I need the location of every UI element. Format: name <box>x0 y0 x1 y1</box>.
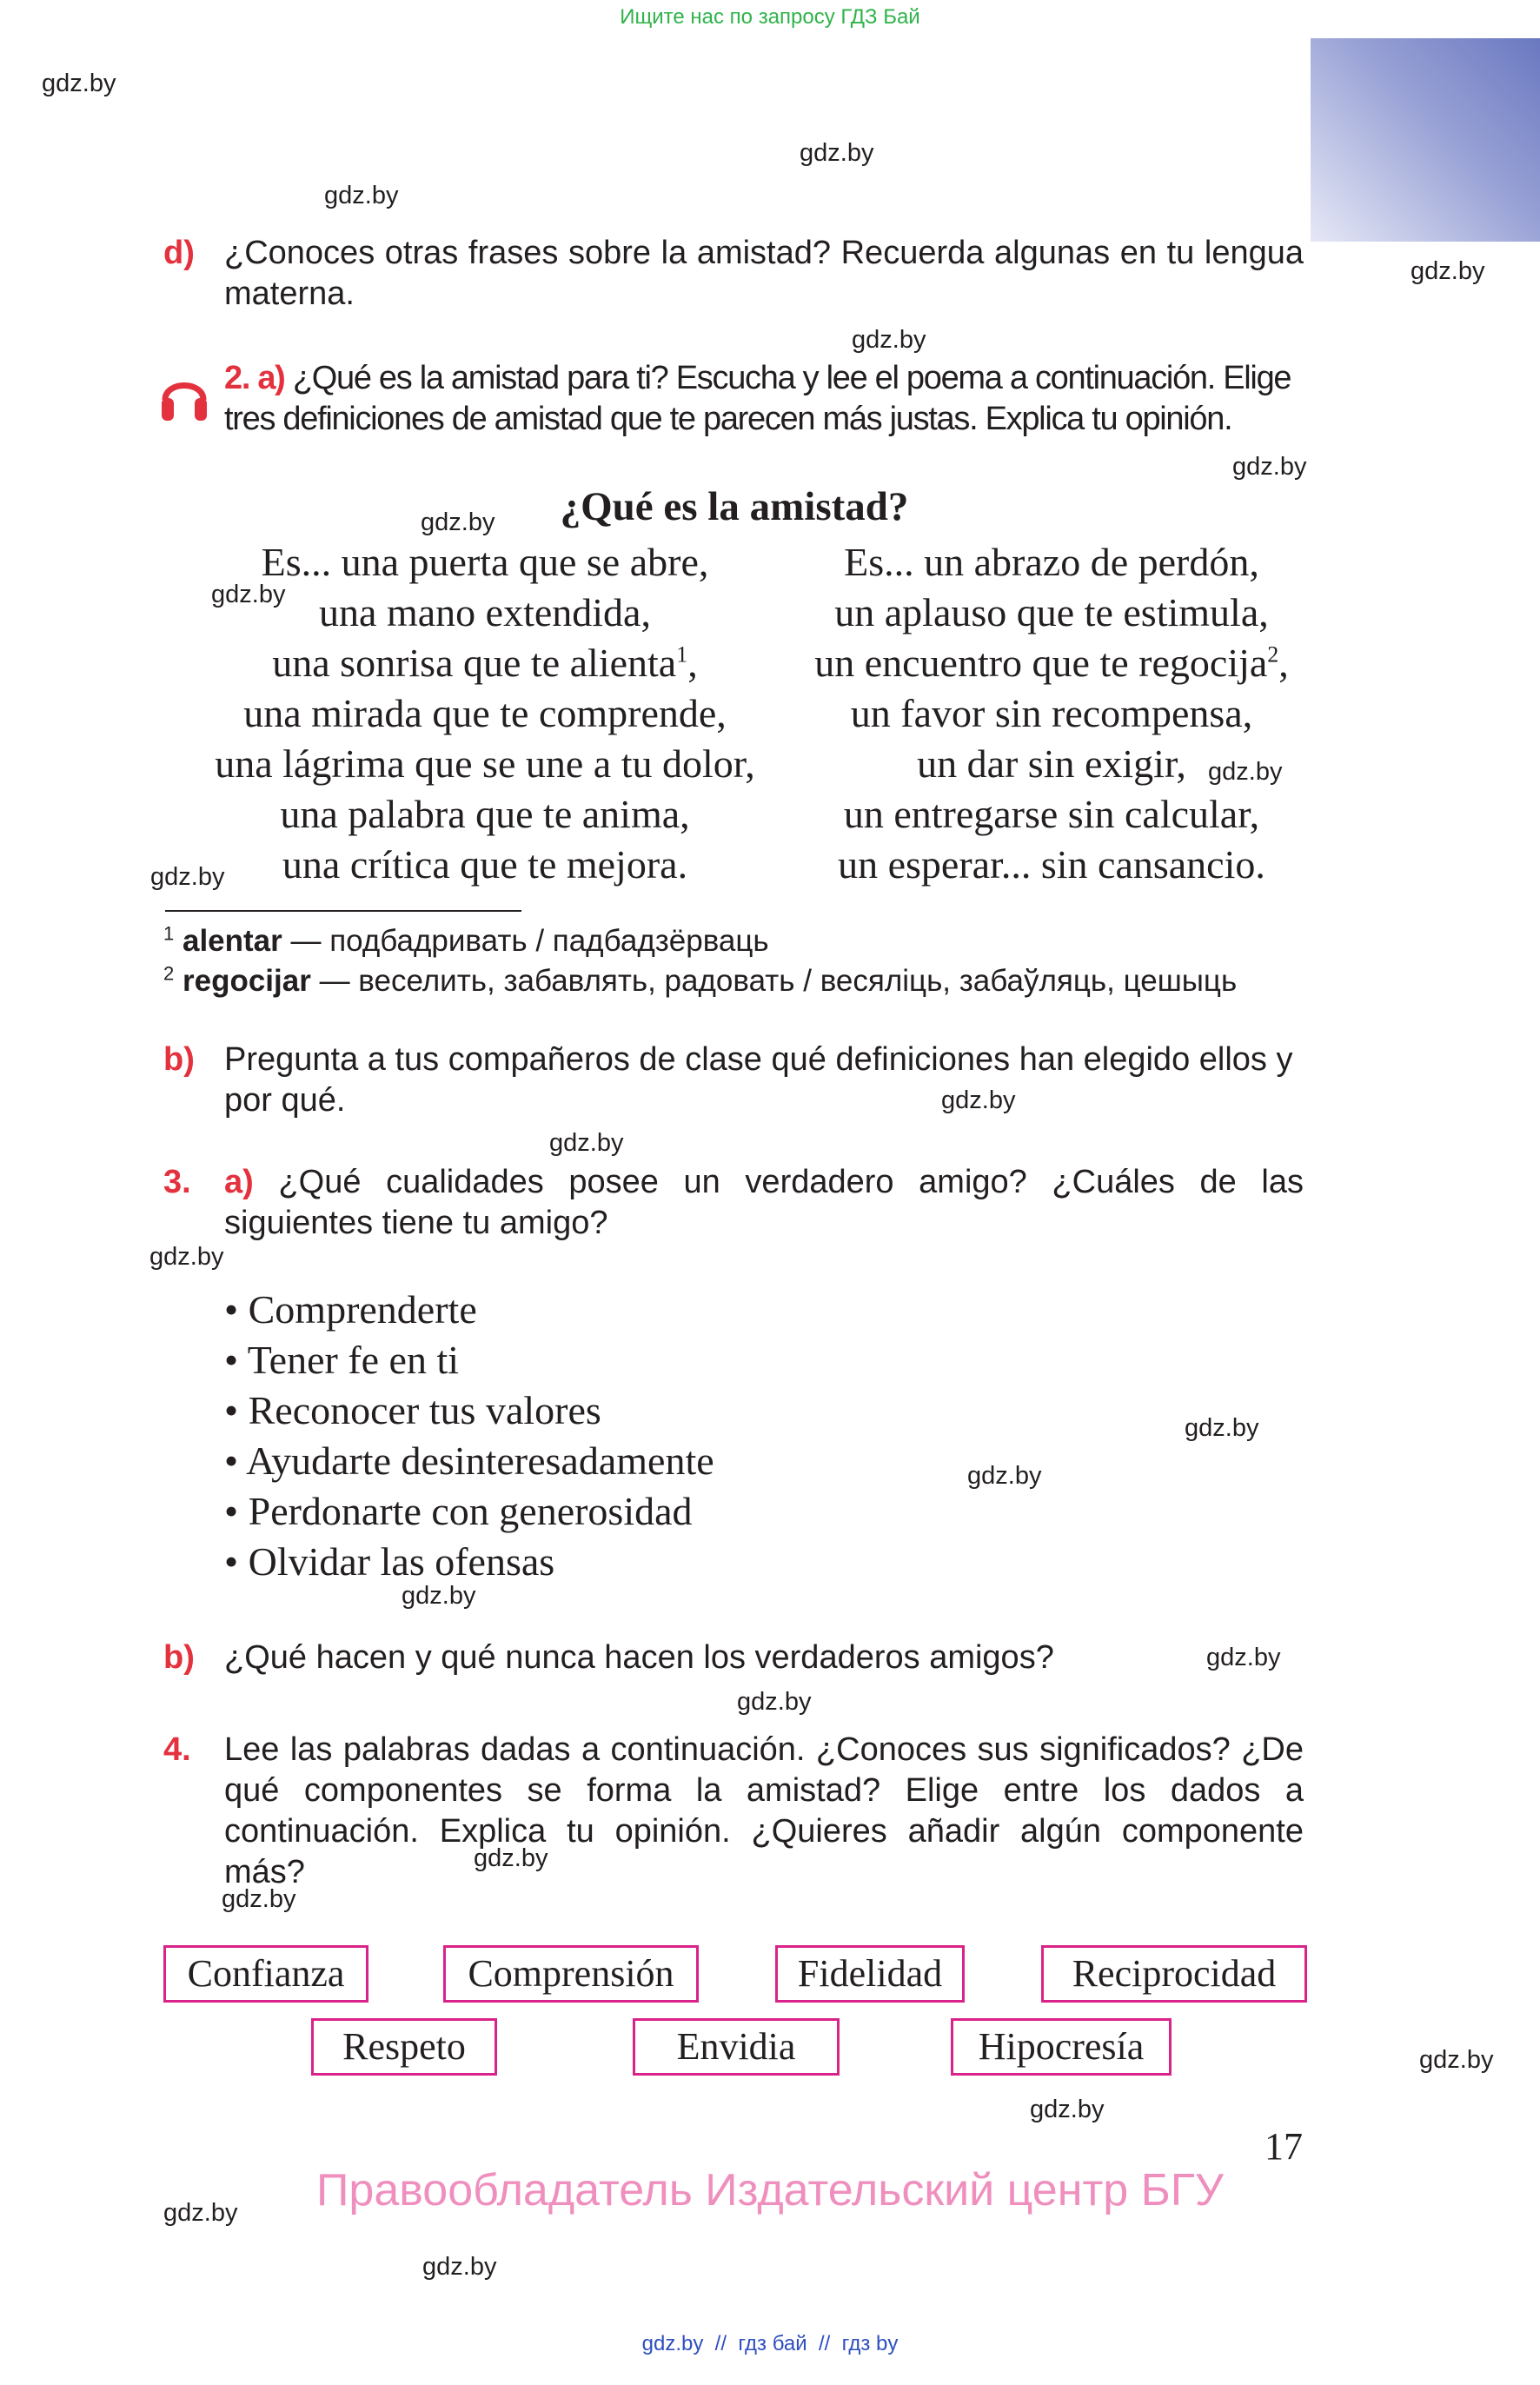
watermark: gdz.by <box>941 1086 1016 1114</box>
footnote: $^2$ regocijar — веселить, забавлять, радовать / весяліць, забаўляць, цешыць <box>163 962 1238 998</box>
word-box: Reciprocidad <box>1041 1945 1307 2003</box>
watermark: gdz.by <box>549 1129 624 1157</box>
footer-links[interactable]: gdz.by // гдз бай // гдз by <box>641 2332 899 2355</box>
poem-line: una palabra que te anima, <box>280 792 690 836</box>
exercise-label: 2. a) <box>224 360 285 396</box>
poem-line: Es... una puerta que se abre, <box>261 540 709 584</box>
poem-line: una mirada que te comprende, <box>243 691 727 735</box>
poem-line: un esperar... sin cansancio. <box>838 842 1265 887</box>
watermark: gdz.by <box>1185 1414 1259 1442</box>
watermark: gdz.by <box>737 1688 812 1716</box>
exercise-label: b) <box>163 1639 195 1676</box>
watermark: gdz.by <box>211 581 286 608</box>
watermark: gdz.by <box>1411 257 1485 285</box>
list-item: • Ayudarte desinteresadamente <box>224 1438 714 1483</box>
poem-right-column <box>795 537 1308 890</box>
exercise-text: ¿Qué hacen y qué nunca hacen los verdaderos amigos? <box>224 1639 1054 1676</box>
poem-line: una sonrisa que te alienta$^1$, <box>272 641 698 685</box>
poem-title: ¿Qué es la amistad? <box>560 484 909 529</box>
watermark: gdz.by <box>1206 1644 1281 1671</box>
watermark: gdz.by <box>149 1243 224 1271</box>
exercise-text: Lee las palabras dadas a continuación. ¿Conoces sus significados? ¿De qué componentes se forma la amistad? Elige entre los dados a continuación. Explica tu opinión. ¿Quieres añadir algún componente más? <box>224 1731 1304 1890</box>
word-box: Fidelidad <box>775 1945 965 2003</box>
footnote-mark: 2 <box>1267 641 1279 668</box>
poem-line: una lágrima que se une a tu dolor, <box>215 741 755 786</box>
exercise-text: a) ¿Qué cualidades posee un verdadero amigo? ¿Cuáles de las siguientes tiene tu amigo? <box>224 1164 1304 1241</box>
watermark: gdz.by <box>222 1885 296 1913</box>
word-box: Hipocresía <box>951 2018 1172 2076</box>
qualities-list <box>224 1285 714 1587</box>
exercise-label: d) <box>163 235 195 271</box>
exercise-text: Pregunta a tus compañeros de clase qué definiciones han elegido ellos y por qué. <box>224 1041 1293 1119</box>
watermark: gdz.by <box>163 2199 238 2227</box>
corner-decoration <box>1311 38 1540 242</box>
watermark: gdz.by <box>967 1462 1042 1490</box>
poem-left-column <box>189 537 780 890</box>
watermark: gdz.by <box>1232 453 1307 481</box>
watermark: gdz.by <box>1419 2046 1494 2074</box>
list-item: • Perdonarte con generosidad <box>224 1489 693 1533</box>
poem-line: un aplauso que te estimula, <box>834 590 1269 634</box>
watermark: gdz.by <box>422 2253 497 2281</box>
watermark: gdz.by <box>150 863 225 891</box>
list-item: • Tener fe en ti <box>224 1338 460 1382</box>
word-box: Envidia <box>633 2018 840 2076</box>
watermark: gdz.by <box>42 70 116 97</box>
watermark: gdz.by <box>402 1582 476 1610</box>
copyright-footer: Правообладатель Издательский центр БГУ <box>316 2165 1224 2216</box>
footnote-divider <box>165 910 521 912</box>
watermark: gdz.by <box>421 508 495 536</box>
footnote-mark: 1 <box>676 641 688 668</box>
list-item: • Reconocer tus valores <box>224 1388 601 1432</box>
poem-line: una crítica que te mejora. <box>282 842 688 887</box>
poem-line: Es... un abrazo de perdón, <box>844 540 1259 584</box>
poem-line: un favor sin recompensa, <box>850 691 1253 735</box>
word-box: Confianza <box>163 1945 368 2003</box>
poem-line: un entregarse sin calcular, <box>843 792 1260 836</box>
watermark: gdz.by <box>1208 758 1283 786</box>
list-item: • Comprenderte <box>224 1287 477 1332</box>
footnote: $^1$ alentar — подбадривать / падбадзёрваць <box>163 922 769 958</box>
poem-line: un dar sin exigir, <box>917 741 1186 786</box>
exercise-label: 3. <box>163 1164 191 1200</box>
poem-line: un encuentro que te regocija$^2$, <box>814 641 1289 685</box>
exercise-label: b) <box>163 1041 195 1078</box>
watermark: gdz.by <box>800 139 874 167</box>
watermark: gdz.by <box>474 1844 548 1872</box>
top-banner: Ищите нас по запросу ГДЗ Бай <box>620 5 920 29</box>
poem-line: una mano extendida, <box>319 590 651 634</box>
word-box: Comprensión <box>443 1945 699 2003</box>
headphones-icon <box>160 369 209 424</box>
exercise-text: ¿Qué es la amistad para ti? Escucha y lee el poema a continuación. Elige tres definiciones de amistad que te parecen más justas. Explica tu opinión. <box>224 360 1291 437</box>
list-item: • Olvidar las ofensas <box>224 1539 555 1584</box>
watermark: gdz.by <box>324 182 399 209</box>
watermark: gdz.by <box>1030 2096 1105 2123</box>
exercise-text: ¿Conoces otras frases sobre la amistad? Recuerda algunas en tu lengua materna. <box>224 235 1304 312</box>
page-number: 17 <box>1265 2125 1303 2168</box>
watermark: gdz.by <box>852 326 926 354</box>
word-box: Respeto <box>311 2018 497 2076</box>
exercise-label: 4. <box>163 1731 191 1768</box>
